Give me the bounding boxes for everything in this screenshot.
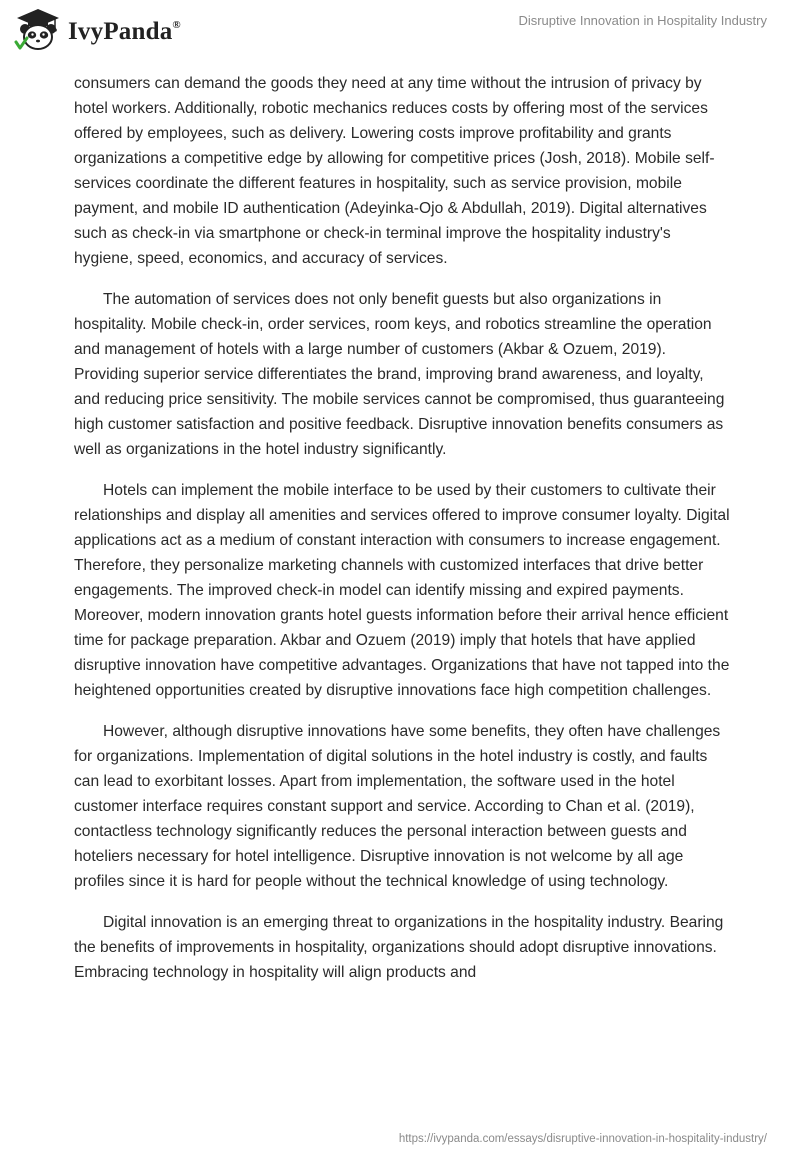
- paragraph: Digital innovation is an emerging threat to organizations in the hospitality industry. Bearing the benefits of improvements in hospitality, organizations should adopt disruptive innovations. Embracing technology in hospitality will align products and: [74, 914, 724, 981]
- paragraph: However, although disruptive innovations have some benefits, they often have challenges for organizations. Implementation of digital solutions in the hotel industry is costly, and faults can lead to exorbitant losses. Apart from implementation, the software used in the hotel customer interface requires constant support and service. According to Chan et al. (2019), contactless technology significantly reduces the personal interaction between guests and hoteliers necessary for hotel intelligence. Disruptive innovation is not welcome by all age profiles since it is hard for people without the technical knowledge of using technology.: [74, 723, 721, 890]
- page-header: [0, 0, 800, 64]
- source-url[interactable]: https://ivypanda.com/essays/disruptive-innovation-in-hospitality-industry/: [398, 1133, 767, 1145]
- paragraph: consumers can demand the goods they need at any time without the intrusion of privacy by hotel workers. Additionally, robotic mechanics reduces costs by offering most of the services offered by employees, such as delivery. Lowering costs improve profitability and grants organizations a competitive edge by allowing for competitive prices (Josh, 2018). Mobile self-services coordinate the different features in hospitality, such as service provision, mobile payment, and mobile ID authentication (Adeyinka-Ojo & Abdullah, 2019). Digital alternatives such as check-in via smartphone or check-in terminal improve the hospitality industry's hygiene, speed, economics, and accuracy of services.: [74, 75, 715, 267]
- brand-logo[interactable]: [14, 7, 181, 55]
- brand-name: IvyPanda®: [68, 18, 181, 45]
- essay-body: [74, 71, 730, 1001]
- panda-graduate-icon: [14, 7, 62, 55]
- document-title: Disruptive Innovation in Hospitality Industry: [518, 13, 767, 28]
- paragraph: Hotels can implement the mobile interface to be used by their customers to cultivate their relationships and display all amenities and services offered to improve consumer loyalty. Digital applications act as a medium of constant interaction with consumers to increase engagement. Therefore, they personalize marketing channels with customized interfaces that drive better engagements. The improved check-in model can identify missing and expired payments. Moreover, modern innovation grants hotel guests information before their arrival hence efficient time for package preparation. Akbar and Ozuem (2019) imply that hotels that have applied disruptive innovation have competitive advantages. Organizations that have not tapped into the heightened opportunities created by disruptive innovations face high competition challenges.: [74, 482, 730, 699]
- paragraph: The automation of services does not only benefit guests but also organizations in hospitality. Mobile check-in, order services, room keys, and robotics streamline the operation and management of hotels with a large number of customers (Akbar & Ozuem, 2019). Providing superior service differentiates the brand, improving brand awareness, and loyalty, and reducing price sensitivity. The mobile services cannot be compromised, thus guaranteeing high customer satisfaction and positive feedback. Disruptive innovation benefits consumers as well as organizations in the hotel industry significantly.: [74, 291, 725, 458]
